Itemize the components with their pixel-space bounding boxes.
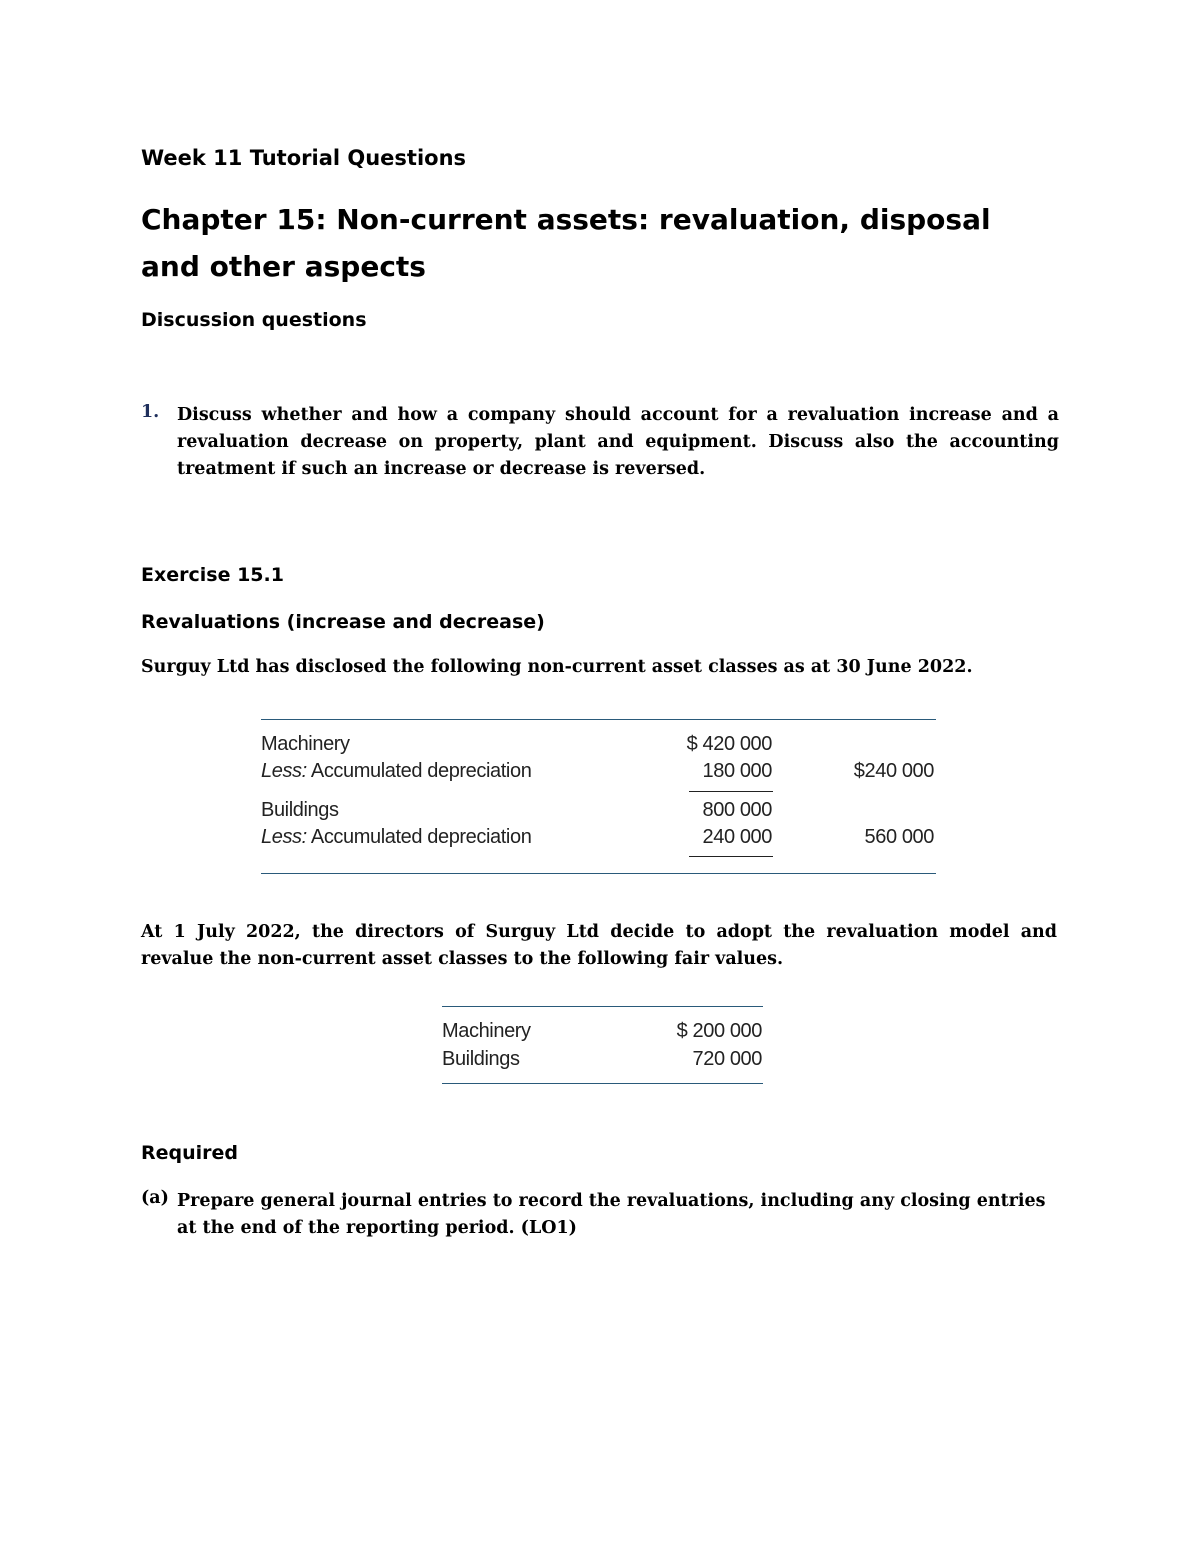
fair-value-buildings-value: 720 000 — [692, 1048, 762, 1070]
exercise-heading: Exercise 15.1 — [141, 564, 284, 586]
question-text: Discuss whether and how a company should account for a revaluation increase and a revaluation decrease on property, plant and equipment. Discuss also the accounting treatment if such an increase or decrease is reversed. — [177, 405, 1059, 479]
asset-row-buildings-amount: 800 000 — [702, 799, 772, 821]
chapter-title: Chapter 15: Non-current assets: revaluation, disposal and other aspects — [141, 203, 991, 283]
subtotal-underline — [689, 856, 773, 857]
less-prefix: Less: — [261, 826, 307, 848]
required-heading: Required — [141, 1142, 239, 1164]
exercise-subheading: Revaluations (increase and decrease) — [141, 611, 545, 633]
fair-value-buildings-label: Buildings — [442, 1048, 520, 1070]
required-item-text: Prepare general journal entries to record the revaluations, including any closing entries at the end of the reporting period. (LO1) — [177, 1191, 1046, 1238]
revaluation-text: At 1 July 2022, the directors of Surguy Ltd decide to adopt the revaluation model and revalue the non-current asset classes to the following fair values. — [141, 922, 1057, 969]
asset-row-buildings-net: 560 000 — [864, 826, 934, 848]
asset-row-buildings-depreciation-label — [261, 826, 531, 849]
week-title: Week 11 Tutorial Questions — [141, 146, 467, 170]
row-label: Accumulated depreciation — [310, 760, 532, 782]
subtotal-underline — [689, 791, 773, 792]
fair-value-machinery-value: $ 200 000 — [676, 1020, 762, 1042]
discussion-heading: Discussion questions — [141, 309, 367, 331]
row-label: Buildings — [261, 799, 339, 821]
row-label: Accumulated depreciation — [310, 826, 532, 848]
fair-value-machinery-label: Machinery — [442, 1020, 531, 1042]
asset-row-machinery-net: $240 000 — [853, 760, 934, 782]
asset-row-machinery-depreciation-amount: 180 000 — [702, 760, 772, 782]
row-label: Machinery — [261, 733, 350, 755]
table-top-rule — [261, 719, 936, 720]
question-number: 1. — [141, 402, 160, 422]
exercise-intro: Surguy Ltd has disclosed the following non-current asset classes as at 30 June 2022. — [141, 657, 973, 677]
table-bottom-rule — [261, 873, 936, 874]
asset-row-machinery-amount: $ 420 000 — [686, 733, 772, 755]
less-prefix: Less: — [261, 760, 307, 782]
required-item-label: (a) — [141, 1188, 169, 1208]
asset-row-buildings-depreciation-amount: 240 000 — [702, 826, 772, 848]
table-bottom-rule — [442, 1083, 763, 1084]
table-top-rule — [442, 1006, 763, 1007]
asset-row-buildings-label — [261, 799, 339, 822]
asset-row-machinery-label — [261, 733, 350, 756]
asset-row-machinery-depreciation-label — [261, 760, 531, 783]
